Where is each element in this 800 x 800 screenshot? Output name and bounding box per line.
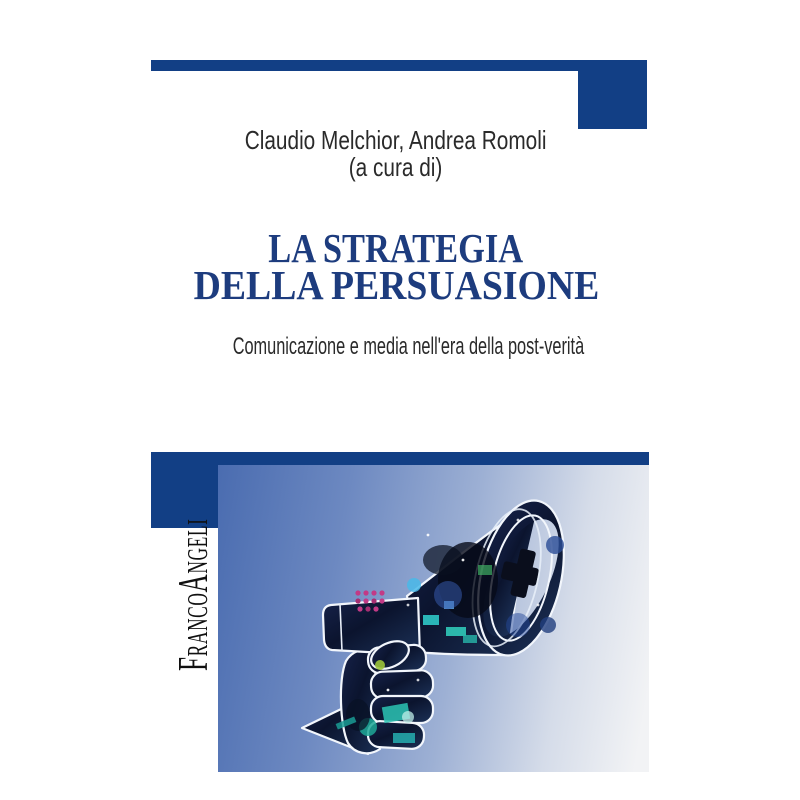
book-subtitle-text: Comunicazione e media nell'era della post-verità bbox=[232, 333, 585, 360]
title-line-2 bbox=[150, 262, 642, 308]
author-names-text: Claudio Melchior, Andrea Romoli bbox=[245, 125, 547, 155]
fist bbox=[367, 636, 434, 750]
curator-line-text: (a cura di) bbox=[349, 152, 443, 182]
left-accent-block bbox=[151, 452, 218, 528]
book-title bbox=[150, 225, 642, 308]
cover-art-top-strip bbox=[218, 452, 649, 465]
title-line-1-text: LA STRATEGIA bbox=[268, 225, 524, 271]
top-horizontal-rule bbox=[151, 60, 578, 71]
cover-art bbox=[218, 465, 649, 772]
publisher-logo-vertical: FrancoAngeli bbox=[171, 518, 217, 671]
author-names bbox=[150, 127, 642, 154]
top-corner-square bbox=[578, 60, 647, 129]
author-block bbox=[150, 127, 642, 181]
title-line-2-text: DELLA PERSUASIONE bbox=[193, 262, 599, 308]
curator-line bbox=[150, 154, 642, 181]
megaphone-fist-illustration bbox=[218, 465, 649, 772]
book-subtitle bbox=[150, 332, 642, 362]
